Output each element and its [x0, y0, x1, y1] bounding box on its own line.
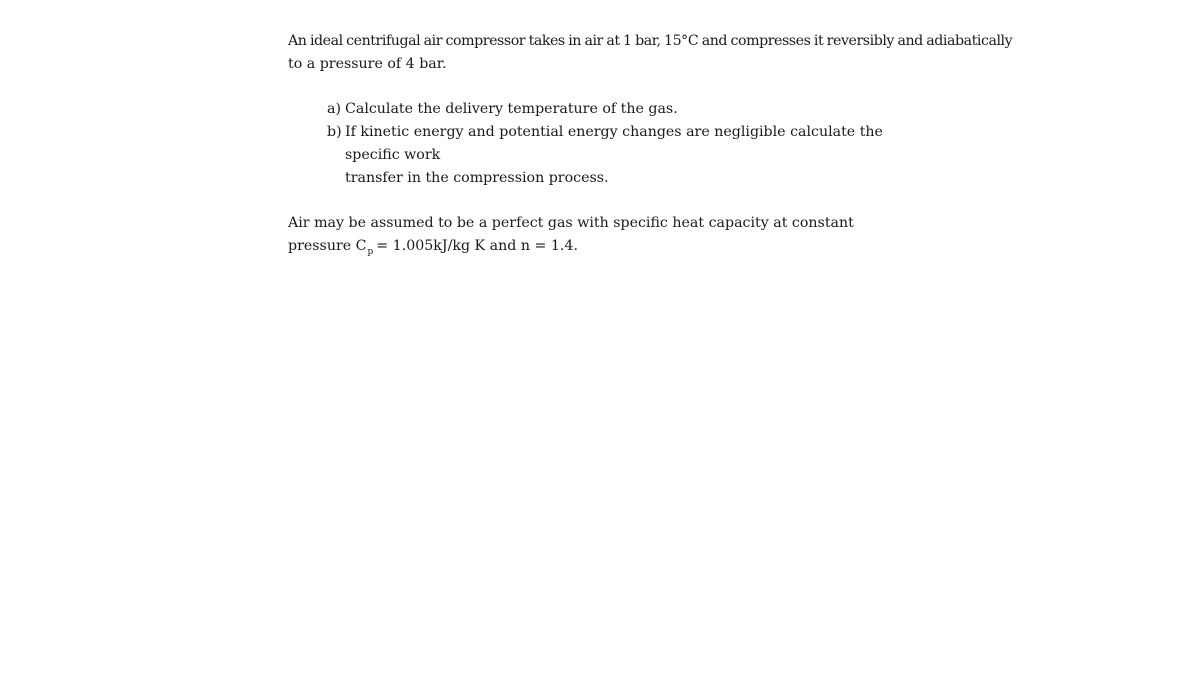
problem-intro — [288, 30, 1013, 76]
question-item-a — [288, 98, 928, 121]
intro-line-2: to a pressure of 4 bar. — [288, 56, 447, 72]
question-marker-a: a) — [327, 101, 341, 117]
assumption-line-1: Air may be assumed to be a perfect gas with specific heat capacity at constant — [288, 215, 854, 231]
question-item-b — [288, 121, 928, 190]
assumption-line-2-suffix: = 1.005kJ/kg K and n = 1.4. — [376, 238, 578, 254]
assumption-line-2-prefix: pressure C — [288, 238, 367, 254]
question-text-a: Calculate the delivery temperature of the gas. — [345, 101, 678, 117]
question-text-b-line-2: transfer in the compression process. — [345, 170, 609, 186]
question-text-b-line-1: If kinetic energy and potential energy changes are negligible calculate the specific work — [345, 124, 883, 163]
question-marker-b: b) — [327, 124, 342, 140]
cp-subscript: p — [367, 247, 374, 257]
intro-line-1: An ideal centrifugal air compressor takes in air at 1 bar, 15°C and compresses it reversibly and adiabatically — [288, 33, 1013, 49]
problem-document — [288, 30, 1013, 260]
assumption-paragraph — [288, 212, 928, 260]
question-list — [288, 98, 928, 190]
